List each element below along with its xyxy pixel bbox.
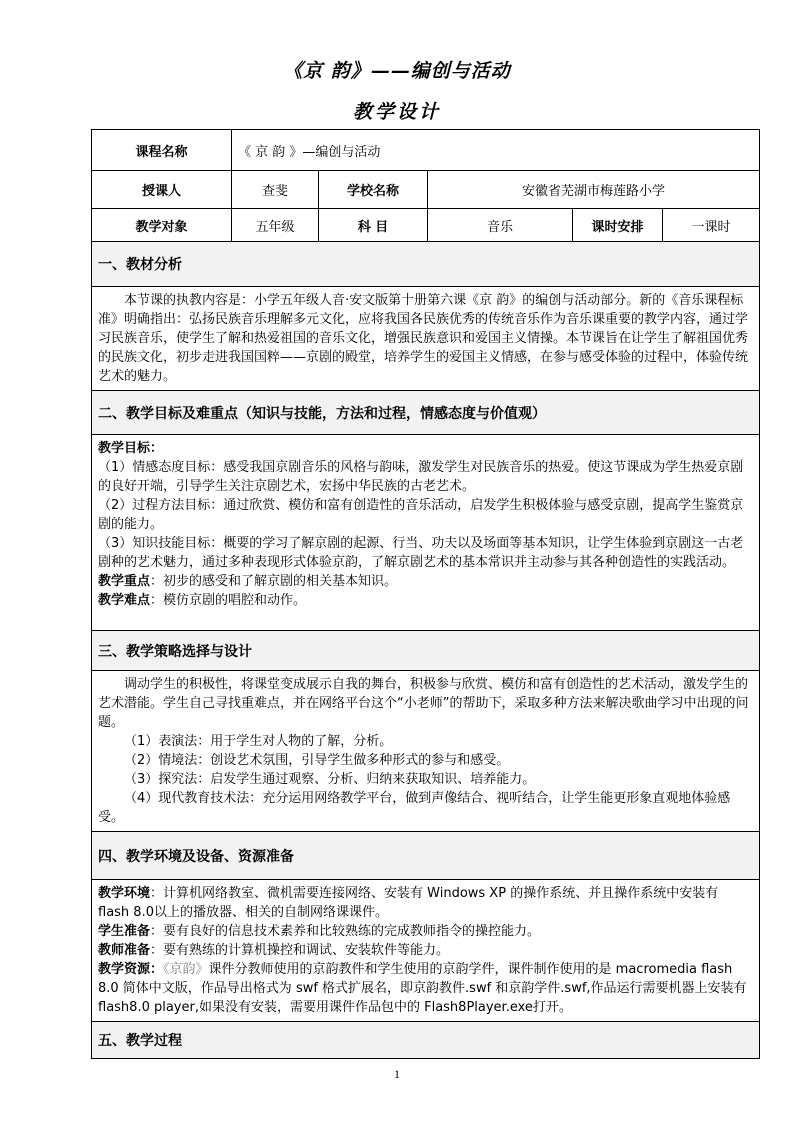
section-heading-environment: 四、教学环境及设备、资源准备	[92, 832, 760, 880]
resources-title: 《京韵》	[163, 962, 209, 977]
section-heading-materials: 一、教材分析	[92, 242, 760, 287]
section-heading-process: 五、教学过程	[92, 1022, 760, 1059]
student-prep-text: ：要有良好的信息技术素养和比较熟练的完成教师指令的操控能力。	[150, 924, 541, 939]
document-subtitle: 教学设计	[352, 101, 441, 123]
course-row	[92, 130, 760, 171]
goal-process: （2）过程方法目标：通过欣赏、模仿和富有创造性的音乐活动，启发学生积极体验与感受京剧，提高学生鉴赏京剧的能力。	[98, 498, 744, 532]
subject-value: 音乐	[428, 209, 573, 242]
teacher-value: 查斐	[232, 171, 319, 209]
school-value: 安徽省芜湖市梅莲路小学	[428, 171, 760, 209]
target-value: 五年级	[232, 209, 319, 242]
target-row	[92, 209, 760, 242]
key-point-label: 教学重点	[98, 574, 151, 589]
difficulty-text: ：模仿京剧的唱腔和动作。	[150, 593, 307, 608]
method-technology: （4）现代教育技术法：充分运用网络教学平台，做到声像结合、视听结合，让学生能更形象直观地体验感受。	[98, 791, 731, 825]
section-body-environment	[92, 880, 760, 1022]
subject-label: 科 目	[319, 209, 428, 242]
environment-text: ：计算机网络教室、微机需要连接网络、安装有 Windows XP 的操作系统、并且操作系统中安装有 flash 8.0以上的播放器、相关的自制网络课课件。	[98, 886, 719, 920]
method-performance: （1）表演法：用于学生对人物的了解，分析。	[124, 734, 393, 749]
page-number: 1	[394, 1067, 400, 1081]
student-prep-label: 学生准备	[98, 924, 151, 939]
teacher-prep-text: ：要有熟练的计算机操控和调试、安装软件等能力。	[150, 943, 450, 958]
key-point-text: ：初步的感受和了解京剧的相关基本知识。	[150, 574, 398, 589]
document-title: 《京 韵》——编创与活动	[283, 60, 511, 82]
lesson-plan-table	[91, 129, 760, 1059]
target-label: 教学对象	[92, 209, 232, 242]
section-heading-objectives: 二、教学目标及难重点（知识与技能，方法和过程，情感态度与价值观）	[92, 391, 760, 435]
course-label: 课程名称	[92, 130, 232, 171]
environment-label: 教学环境	[98, 886, 151, 901]
materials-text: 本节课的执教内容是：小学五年级人音·安文版第十册第六课《京 韵》的编创与活动部分。新的《音乐课程标准》明确指出：弘扬民族音乐理解多元文化，应将我国各民族优秀的传统音乐作为音乐课重要的教学内容，通过学习民族音乐，使学生了解和热爱祖国的音乐文化，增强民族意识和爱国主义情操。本节课旨在让学生了解祖国优秀的民族文化，初步走进我国国粹——京剧的殿堂，培养学生的爱国主义情感，在参与感受体验的过程中，体验传统艺术的魅力。	[98, 293, 749, 384]
method-inquiry: （3）探究法：启发学生通过观察、分析、归纳来获取知识、培养能力。	[124, 772, 536, 787]
section-body-objectives	[92, 435, 760, 631]
teacher-row	[92, 171, 760, 209]
goal-knowledge: （3）知识技能目标：概要的学习了解京剧的起源、行当、功夫以及场面等基本知识，让学生体验到京剧这一古老剧种的艺术魅力，通过多种表现形式体验京韵，了解京剧艺术的基本常识并主动参与其各种创造性的实践活动。	[98, 536, 744, 570]
section-body-materials	[92, 287, 760, 391]
method-situation: （2）情境法：创设艺术氛围，引导学生做多种形式的参与和感受。	[124, 753, 510, 768]
schedule-value: 一课时	[663, 209, 760, 242]
goals-label: 教学目标：	[98, 441, 164, 456]
resources-colon: ：	[150, 962, 164, 977]
strategy-intro: 调动学生的积极性，将课堂变成展示自我的舞台，积极参与欣赏、模仿和富有创造性的艺术活动，激发学生的艺术潜能。学生自己寻找重难点，并在网络平台这个“小老师”的帮助下，采取多种方法来解决歌曲学习中出现的问题。	[98, 677, 749, 730]
teacher-label: 授课人	[92, 171, 232, 209]
course-value: 《 京 韵 》—编创与活动	[232, 130, 760, 171]
difficulty-label: 教学难点	[98, 593, 151, 608]
schedule-label: 课时安排	[573, 209, 663, 242]
resources-label: 教学资源	[98, 962, 151, 977]
section-heading-strategy: 三、教学策略选择与设计	[92, 631, 760, 671]
resources-text: 课件分教师使用的京韵教件和学生使用的京韵学件，课件制作使用的是 macromedia flash 8.0 简体中文版，作品导出格式为 swf 格式扩展名，即京韵教件.swf 和京韵学件.swf,作品运行需要机器上安装有 flash8.0 player,如果没有安装，需要用课件作品包中的 Flash8Player.exe打开。	[98, 962, 747, 1015]
school-label: 学校名称	[319, 171, 428, 209]
section-body-strategy	[92, 671, 760, 832]
goal-emotion: （1）情感态度目标：感受我国京剧音乐的风格与韵味，激发学生对民族音乐的热爱。使这节课成为学生热爱京剧的良好开端，引导学生关注京剧艺术，宏扬中华民族的古老艺术。	[98, 460, 744, 494]
teacher-prep-label: 教师准备	[98, 943, 151, 958]
